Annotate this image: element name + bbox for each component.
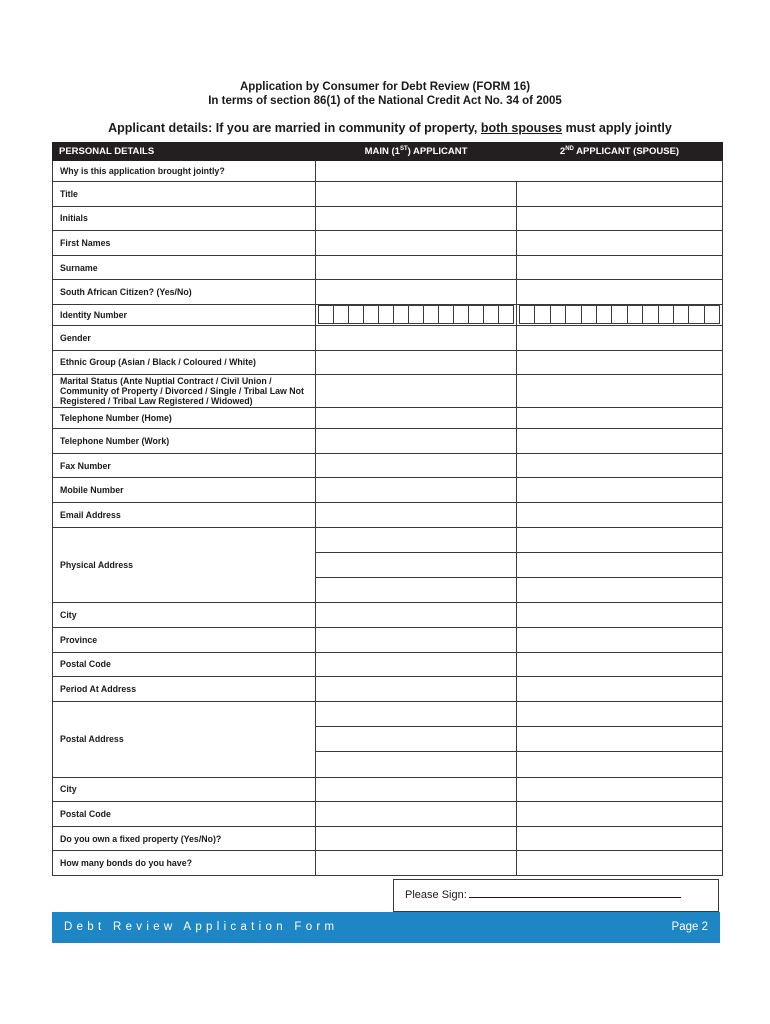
- main-postal-city-field[interactable]: [316, 777, 517, 802]
- spouse-physical-address-line3[interactable]: [517, 578, 723, 603]
- page-footer: [52, 912, 720, 943]
- spouse-first-names-field[interactable]: [517, 231, 723, 256]
- main-physical-address-line3[interactable]: [316, 578, 517, 603]
- spouse-postal-city-field[interactable]: [517, 777, 723, 802]
- spouse-postal-address-line3[interactable]: [517, 752, 723, 777]
- table-row: [53, 802, 723, 827]
- please-sign-label: Please Sign:: [405, 889, 467, 901]
- main-initials-field[interactable]: [316, 206, 517, 231]
- table-row: [53, 603, 723, 628]
- applicant-details-heading: Applicant details: If you are married in community of property, both spouses must apply jointly: [108, 121, 672, 135]
- first-names-label: First Names: [53, 231, 316, 256]
- postal-code-label: Postal Code: [53, 652, 316, 677]
- sa-citizen-label: South African Citizen? (Yes/No): [53, 280, 316, 305]
- title-label: Title: [53, 182, 316, 207]
- main-gender-field[interactable]: [316, 325, 517, 350]
- main-postal-address-line2[interactable]: [316, 727, 517, 752]
- table-row: [53, 502, 723, 527]
- why-jointly-field[interactable]: [316, 161, 723, 182]
- period-at-address-label: Period At Address: [53, 677, 316, 702]
- surname-label: Surname: [53, 255, 316, 280]
- table-row: [53, 429, 723, 454]
- table-row: [53, 206, 723, 231]
- postal-city-label: City: [53, 777, 316, 802]
- personal-details-table: [52, 142, 723, 876]
- main-surname-field[interactable]: [316, 255, 517, 280]
- table-row: [53, 478, 723, 503]
- main-id-digit-boxes[interactable]: [318, 305, 514, 324]
- table-row: [53, 826, 723, 851]
- spouse-surname-field[interactable]: [517, 255, 723, 280]
- marital-status-label: Marital Status (Ante Nuptial Contract / Civil Union / Community of Property / Divorced / Single / Tribal Law Not Registered / Tribal Law Registered / Widowed): [53, 375, 316, 408]
- table-row: [53, 408, 723, 429]
- both-spouses-emphasis: both spouses: [480, 121, 563, 135]
- spouse-physical-address-line2[interactable]: [517, 552, 723, 577]
- identity-number-label: Identity Number: [53, 304, 316, 325]
- main-applicant-header: MAIN (1ST) APPLICANT: [316, 143, 517, 161]
- spouse-tel-home-field[interactable]: [517, 408, 723, 429]
- spouse-period-at-address-field[interactable]: [517, 677, 723, 702]
- table-row: [53, 628, 723, 653]
- spouse-postal-address-line1[interactable]: [517, 701, 723, 726]
- table-header-row: [53, 143, 723, 161]
- spouse-gender-field[interactable]: [517, 325, 723, 350]
- main-postal-address-line1[interactable]: [316, 701, 517, 726]
- table-row: [53, 527, 723, 552]
- table-row: [53, 453, 723, 478]
- signature-box: [393, 879, 719, 912]
- fax-label: Fax Number: [53, 453, 316, 478]
- tel-home-label: Telephone Number (Home): [53, 408, 316, 429]
- main-postal-postal-code-field[interactable]: [316, 802, 517, 827]
- table-row: [53, 652, 723, 677]
- mobile-label: Mobile Number: [53, 478, 316, 503]
- main-period-at-address-field[interactable]: [316, 677, 517, 702]
- main-marital-status-field[interactable]: [316, 375, 517, 408]
- spouse-physical-address-line1[interactable]: [517, 527, 723, 552]
- table-row: [53, 231, 723, 256]
- spouse-sa-citizen-field[interactable]: [517, 280, 723, 305]
- spouse-mobile-field[interactable]: [517, 478, 723, 503]
- email-label: Email Address: [53, 502, 316, 527]
- spouse-title-field[interactable]: [517, 182, 723, 207]
- spouse-province-field[interactable]: [517, 628, 723, 653]
- form-title: Application by Consumer for Debt Review (FORM 16): [239, 81, 531, 93]
- table-row: [53, 325, 723, 350]
- main-tel-home-field[interactable]: [316, 408, 517, 429]
- fixed-property-label: Do you own a fixed property (Yes/No)?: [53, 826, 316, 851]
- spouse-city-field[interactable]: [517, 603, 723, 628]
- main-fax-field[interactable]: [316, 453, 517, 478]
- spouse-bonds-field[interactable]: [517, 851, 723, 876]
- main-sa-citizen-field[interactable]: [316, 280, 517, 305]
- main-mobile-field[interactable]: [316, 478, 517, 503]
- main-ethnic-group-field[interactable]: [316, 350, 517, 375]
- main-fixed-property-field[interactable]: [316, 826, 517, 851]
- main-province-field[interactable]: [316, 628, 517, 653]
- main-title-field[interactable]: [316, 182, 517, 207]
- main-email-field[interactable]: [316, 502, 517, 527]
- table-row: [53, 851, 723, 876]
- spouse-postal-address-line2[interactable]: [517, 727, 723, 752]
- main-physical-address-line1[interactable]: [316, 527, 517, 552]
- table-row: [53, 280, 723, 305]
- table-row: [53, 161, 723, 182]
- spouse-ethnic-group-field[interactable]: [517, 350, 723, 375]
- postal-postal-code-label: Postal Code: [53, 802, 316, 827]
- second-applicant-header: 2ND APPLICANT (SPOUSE): [517, 143, 723, 161]
- spouse-postal-code-field[interactable]: [517, 652, 723, 677]
- city-label: City: [53, 603, 316, 628]
- table-row: [53, 677, 723, 702]
- table-row: [53, 350, 723, 375]
- ethnic-group-label: Ethnic Group (Asian / Black / Coloured / White): [53, 350, 316, 375]
- spouse-marital-status-field[interactable]: [517, 375, 723, 408]
- spouse-postal-postal-code-field[interactable]: [517, 802, 723, 827]
- main-identity-number-field[interactable]: [316, 304, 517, 325]
- table-row: [53, 255, 723, 280]
- main-bonds-field[interactable]: [316, 851, 517, 876]
- signature-line[interactable]: [469, 887, 681, 898]
- page-number: Page 2: [671, 921, 708, 933]
- table-row: [53, 375, 723, 408]
- main-postal-address-line3[interactable]: [316, 752, 517, 777]
- personal-details-header: PERSONAL DETAILS: [53, 143, 316, 161]
- why-jointly-label: Why is this application brought jointly?: [53, 161, 316, 182]
- footer-title: Debt Review Application Form: [64, 921, 339, 933]
- spouse-initials-field[interactable]: [517, 206, 723, 231]
- province-label: Province: [53, 628, 316, 653]
- initials-label: Initials: [53, 206, 316, 231]
- spouse-email-field[interactable]: [517, 502, 723, 527]
- main-tel-work-field[interactable]: [316, 429, 517, 454]
- form-legal-reference: In terms of section 86(1) of the National Credit Act No. 34 of 2005: [208, 95, 562, 107]
- tel-work-label: Telephone Number (Work): [53, 429, 316, 454]
- spouse-fixed-property-field[interactable]: [517, 826, 723, 851]
- spouse-id-digit-boxes[interactable]: [519, 305, 720, 324]
- main-physical-address-line2[interactable]: [316, 552, 517, 577]
- main-city-field[interactable]: [316, 603, 517, 628]
- main-first-names-field[interactable]: [316, 231, 517, 256]
- main-postal-code-field[interactable]: [316, 652, 517, 677]
- table-row: [53, 777, 723, 802]
- physical-address-label: Physical Address: [53, 527, 316, 603]
- table-row: [53, 182, 723, 207]
- postal-address-label: Postal Address: [53, 701, 316, 777]
- spouse-identity-number-field[interactable]: [517, 304, 723, 325]
- spouse-fax-field[interactable]: [517, 453, 723, 478]
- spouse-tel-work-field[interactable]: [517, 429, 723, 454]
- table-row: [53, 304, 723, 325]
- table-row: [53, 701, 723, 726]
- gender-label: Gender: [53, 325, 316, 350]
- bonds-label: How many bonds do you have?: [53, 851, 316, 876]
